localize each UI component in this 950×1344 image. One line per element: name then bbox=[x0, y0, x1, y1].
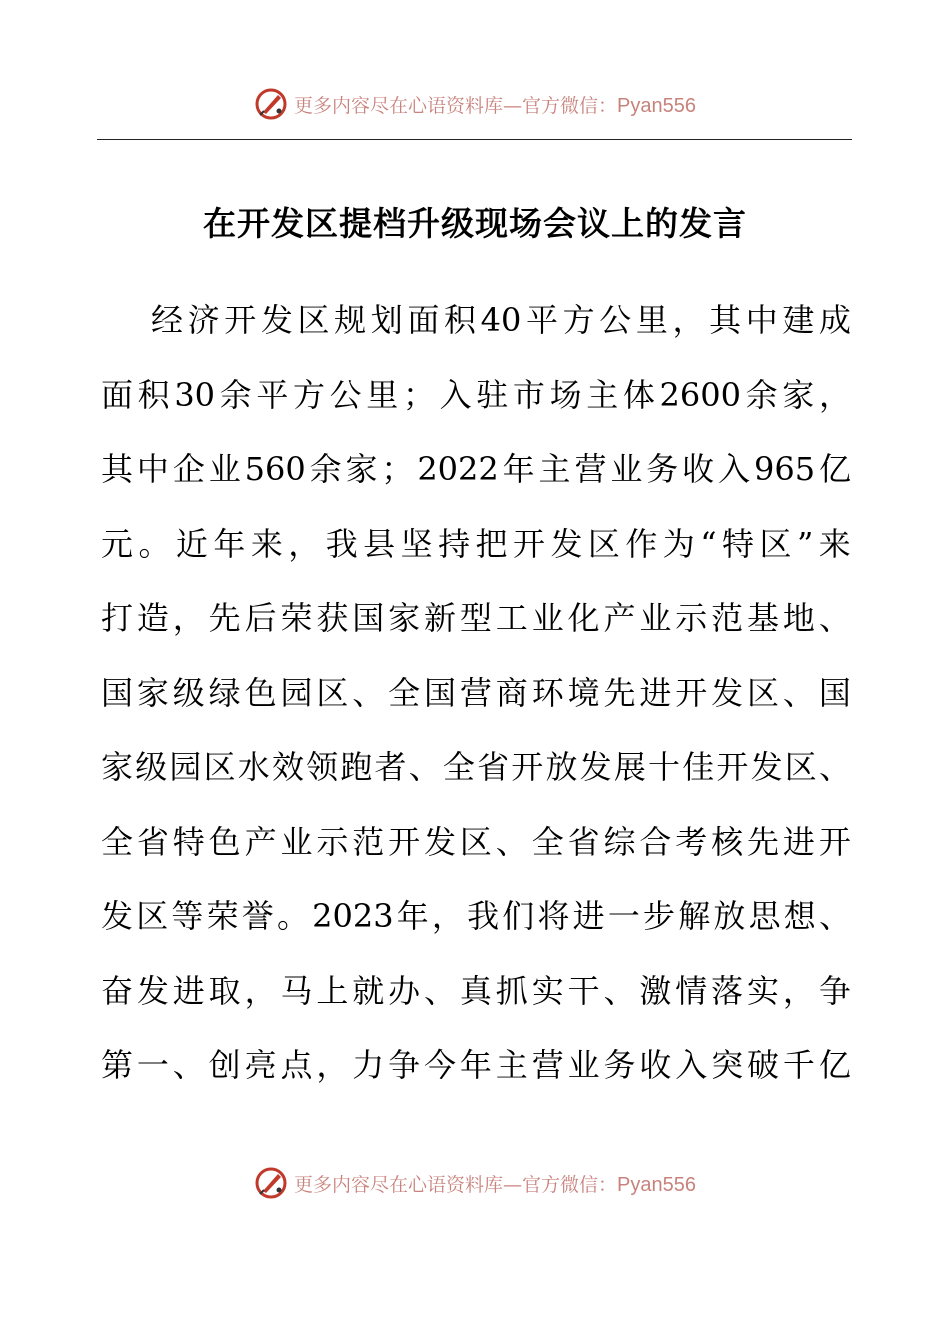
document-body bbox=[101, 293, 851, 1113]
body-line: 家 级 园 区 水 效 领 跑 者 、 全 省 开 放 发 展 十 佳 开 发 区 、 bbox=[101, 748, 851, 786]
body-line: 奋 发 进 取 ， 马 上 就 办 、 真 抓 实 干 、 激 情 落 实 ， 争 bbox=[101, 971, 851, 1010]
body-line: 全 省 特 色 产 业 示 范 开 发 区 、 全 省 综 合 考 核 先 进 开 bbox=[101, 822, 851, 861]
body-line: 国 家 级 绿 色 园 区 、 全 国 营 商 环 境 先 进 开 发 区 、 国 bbox=[101, 673, 851, 712]
body-line: 面 积 30 余 平 方 公 里 ； 入 驻 市 场 主 体 2600 余 家 ， bbox=[101, 375, 851, 414]
body-line: 打 造 ， 先 后 荣 获 国 家 新 型 工 业 化 产 业 示 范 基 地 、 bbox=[101, 599, 851, 637]
header-divider bbox=[97, 139, 852, 140]
banner-text: 更多内容尽在心语资料库—官方微信：Pyan556 bbox=[294, 1173, 696, 1196]
footer-banner bbox=[0, 1163, 950, 1203]
banner-text: 更多内容尽在心语资料库—官方微信：Pyan556 bbox=[294, 94, 696, 117]
body-line: 元 。 近 年 来 ， 我 县 坚 持 把 开 发 区 作 为 “ 特 区 ” 来 bbox=[101, 524, 851, 563]
quill-logo-icon bbox=[254, 87, 288, 121]
body-line: 第 一 、 创 亮 点 ， 力 争 今 年 主 营 业 务 收 入 突 破 千 亿 bbox=[101, 1046, 851, 1084]
quill-logo-icon bbox=[254, 1166, 288, 1200]
body-line: 经 济 开 发 区 规 划 面 积 40 平 方 公 里 ， 其 中 建 成 bbox=[151, 301, 851, 339]
body-line: 其 中 企 业 560 余 家 ； 2022 年 主 营 业 务 收 入 965 亿 bbox=[101, 450, 851, 488]
document-title: 在开发区提档升级现场会议上的发言 bbox=[203, 204, 747, 243]
body-line: 发 区 等 荣 誉 。 2023 年 ， 我 们 将 进 一 步 解 放 思 想 、 bbox=[101, 897, 851, 935]
header-banner bbox=[0, 84, 950, 124]
